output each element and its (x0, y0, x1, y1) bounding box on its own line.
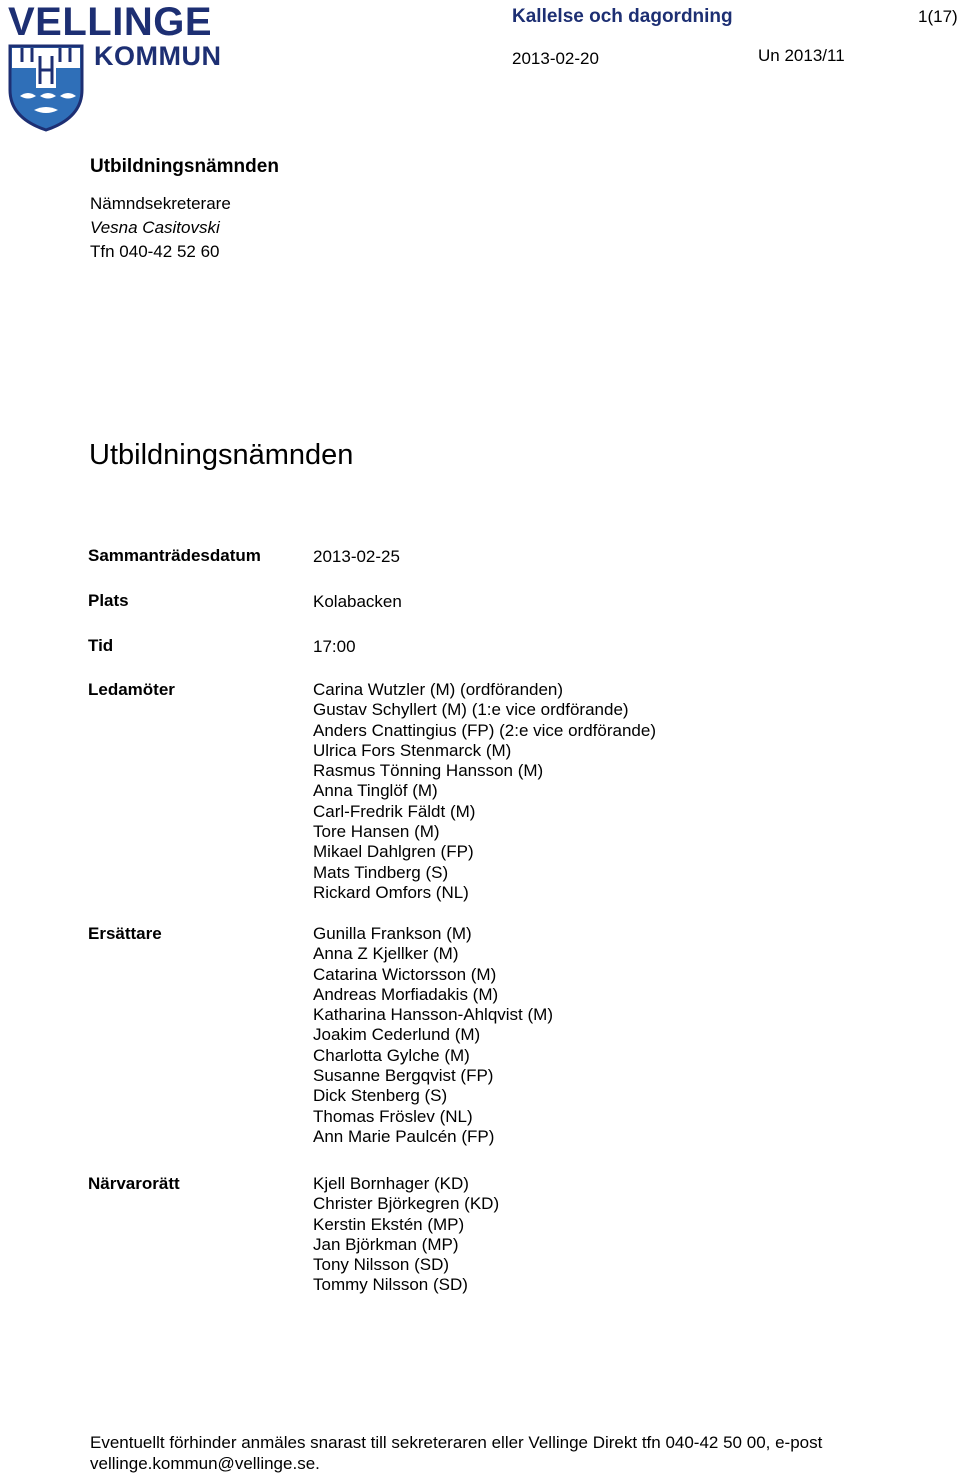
organization-name: Utbildningsnämnden (90, 156, 279, 177)
meeting-date-value: 2013-02-25 (313, 547, 400, 566)
list-item: Andreas Morfiadakis (M) (313, 984, 499, 1004)
document-reference: Un 2013/11 (758, 46, 845, 65)
list-item: Tommy Nilsson (SD) (313, 1275, 468, 1295)
page-number: 1(17) (918, 7, 958, 26)
list-item: Mats Tindberg (S) (313, 862, 449, 882)
list-item: Ann Marie Paulcén (FP) (313, 1126, 495, 1146)
attendance-right-list (313, 1174, 499, 1296)
list-item: Charlotta Gylche (M) (313, 1045, 470, 1065)
meeting-date-label: Sammanträdesdatum (88, 546, 261, 565)
members-label: Ledamöter (88, 680, 175, 699)
meeting-place-label: Plats (88, 591, 129, 610)
list-item: Jan Björkman (MP) (313, 1234, 459, 1254)
list-item: Gunilla Frankson (M) (313, 924, 472, 943)
coat-of-arms-icon (6, 44, 86, 137)
list-item: Catarina Wictorsson (M) (313, 964, 497, 984)
list-item: Christer Björkegren (KD) (313, 1194, 500, 1214)
attendance-right-label: Närvarorätt (88, 1174, 180, 1193)
list-item: Anna Z Kjellker (M) (313, 944, 459, 964)
list-item: Tore Hansen (M) (313, 822, 440, 842)
list-item: Dick Stenberg (S) (313, 1086, 448, 1106)
meeting-time-value: 17:00 (313, 637, 356, 656)
document-date: 2013-02-20 (512, 49, 599, 68)
logo-wordmark-line2: KOMMUN (94, 41, 222, 71)
list-item: Kjell Bornhager (KD) (313, 1174, 469, 1193)
list-item: Kerstin Ekstén (MP) (313, 1214, 465, 1234)
secretary-title: Nämndsekreterare (90, 194, 231, 213)
secretary-name: Vesna Casitovski (90, 218, 220, 237)
list-item: Rickard Omfors (NL) (313, 882, 469, 902)
list-item: Thomas Fröslev (NL) (313, 1106, 473, 1126)
meeting-time-label: Tid (88, 636, 114, 655)
logo-wordmark-line1: VELLINGE (8, 0, 213, 44)
secretary-phone: Tfn 040-42 52 60 (90, 242, 220, 261)
list-item: Carina Wutzler (M) (ordföranden) (313, 680, 564, 699)
list-item: Susanne Bergqvist (FP) (313, 1066, 494, 1086)
members-list (313, 680, 656, 903)
list-item: Rasmus Tönning Hansson (M) (313, 761, 544, 781)
meeting-place-value: Kolabacken (313, 592, 402, 611)
list-item: Mikael Dahlgren (FP) (313, 842, 474, 862)
footer-note: Eventuellt förhinder anmäles snarast till sekreteraren eller Vellinge Direkt tfn 040-42 50 00, e-post vellinge.kommun@vellinge.se. (90, 1433, 823, 1473)
list-item: Tony Nilsson (SD) (313, 1255, 450, 1275)
list-item: Joakim Cederlund (M) (313, 1025, 481, 1045)
list-item: Katharina Hansson-Ahlqvist (M) (313, 1005, 553, 1025)
list-item: Anders Cnattingius (FP) (2:e vice ordförande) (313, 720, 656, 740)
list-item: Gustav Schyllert (M) (1:e vice ordförande) (313, 700, 629, 720)
list-item: Anna Tinglöf (M) (313, 781, 438, 801)
document-title: Kallelse och dagordning (512, 6, 733, 27)
list-item: Carl-Fredrik Fäldt (M) (313, 801, 476, 821)
substitutes-label: Ersättare (88, 924, 162, 943)
substitutes-list (313, 924, 553, 1147)
meeting-heading: Utbildningsnämnden (89, 439, 354, 471)
list-item: Ulrica Fors Stenmarck (M) (313, 740, 512, 760)
